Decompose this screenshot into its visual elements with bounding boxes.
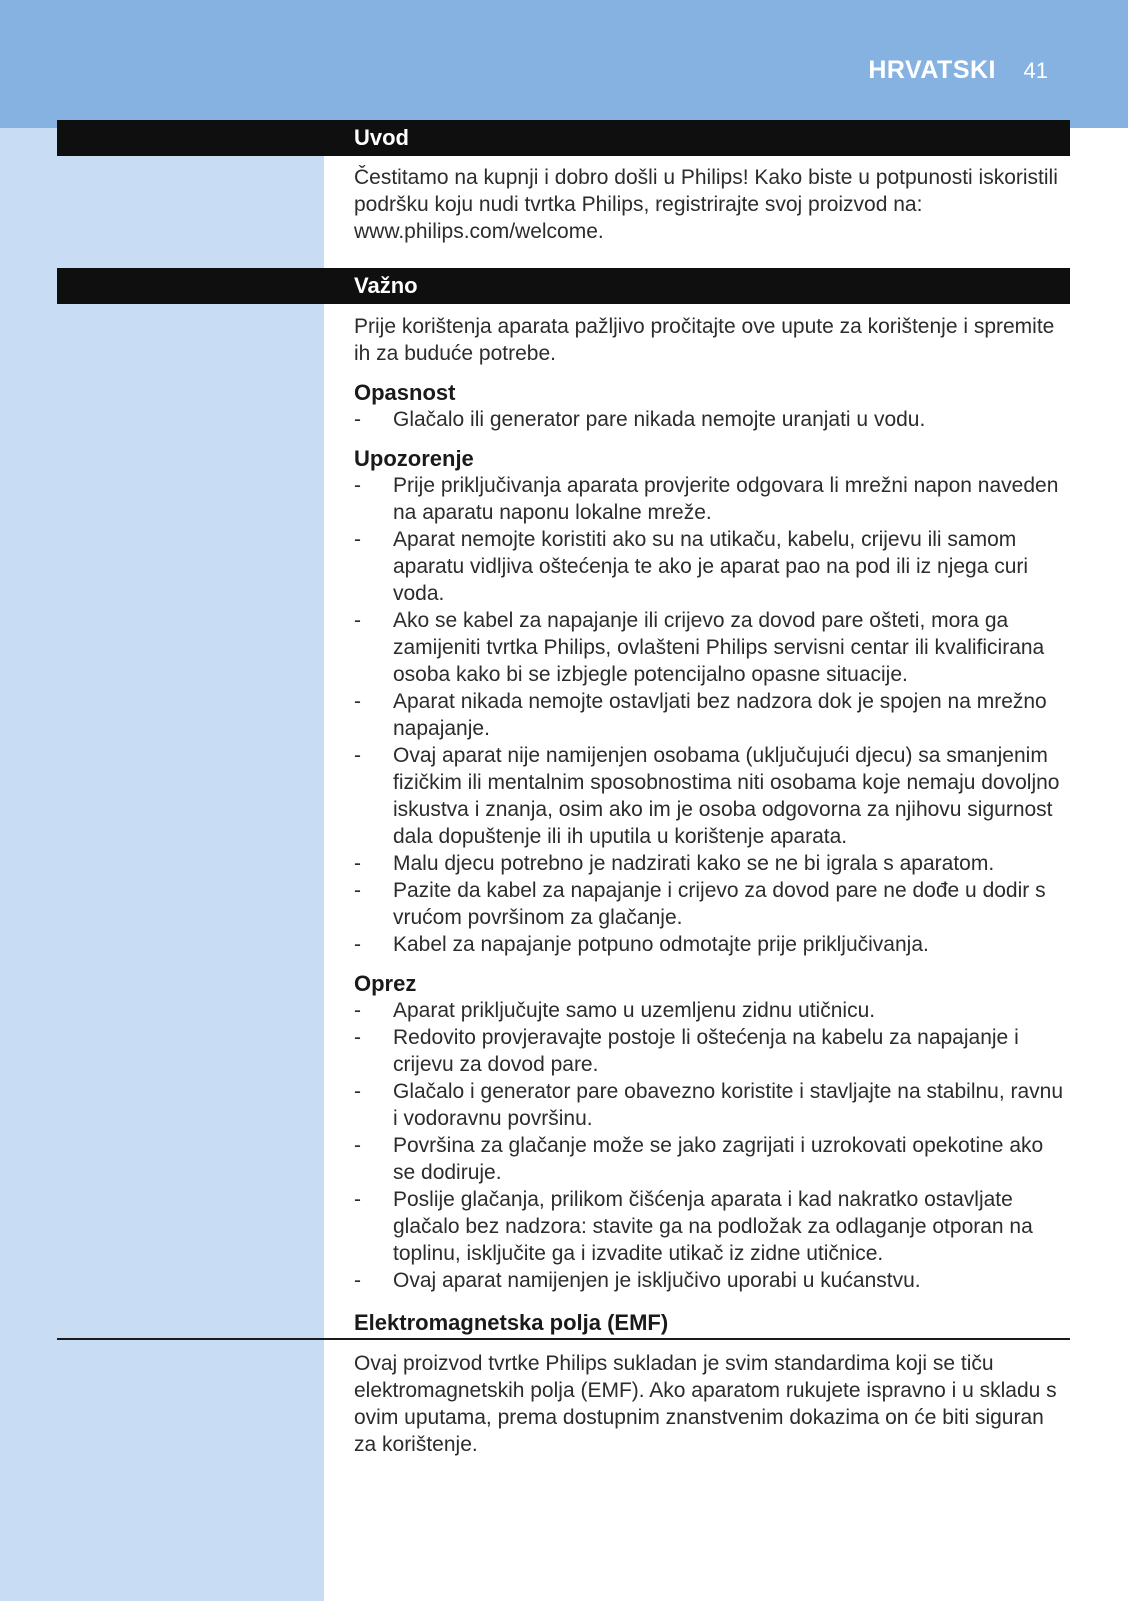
list-item: - Ovaj aparat namijenjen je isključivo uporabi u kućanstvu. <box>354 1267 1070 1294</box>
emf-rule <box>57 1338 1070 1340</box>
list-item: - Aparat priključujte samo u uzemljenu zidnu utičnicu. <box>354 997 1070 1024</box>
oprez-list <box>354 997 1070 1294</box>
list-item: - Glačalo i generator pare obavezno koristite i stavljajte na stabilnu, ravnu i vodoravnu površinu. <box>354 1078 1070 1132</box>
section-title-vazno: Važno <box>354 273 418 298</box>
list-item: - Pazite da kabel za napajanje i crijevo za dovod pare ne dođe u dodir s vrućom površinom za glačanje. <box>354 877 1070 931</box>
emf-body <box>354 1350 1070 1458</box>
list-item: - Malu djecu potrebno je nadzirati kako se ne bi igrala s aparatom. <box>354 850 1070 877</box>
list-item: - Aparat nemojte koristiti ako su na utikaču, kabelu, crijevu ili samom aparatu vidljiva oštećenja te ako je aparat pao na pod ili iz njega curi voda. <box>354 526 1070 607</box>
list-item: - Redovito provjeravajte postoje li oštećenja na kabelu za napajanje i crijevu za dovod pare. <box>354 1024 1070 1078</box>
list-item: - Kabel za napajanje potpuno odmotajte prije priključivanja. <box>354 931 1070 958</box>
list-item: - Površina za glačanje može se jako zagrijati i uzrokovati opekotine ako se dodiruje. <box>354 1132 1070 1186</box>
emf-heading: Elektromagnetska polja (EMF) <box>354 1310 669 1335</box>
list-item: - Aparat nikada nemojte ostavljati bez nadzora dok je spojen na mrežno napajanje. <box>354 688 1070 742</box>
right-margin <box>1070 128 1128 1601</box>
list-item: - Ako se kabel za napajanje ili crijevo za dovod pare ošteti, mora ga zamijeniti tvrtka Philips, ovlašteni Philips servisni centar ili kvalificirana osoba kako bi se izbjegle potencijalno opasne situacije. <box>354 607 1070 688</box>
list-item: - Prije priključivanja aparata provjerite odgovara li mrežni napon naveden na aparatu naponu lokalne mreže. <box>354 472 1070 526</box>
upozorenje-heading: Upozorenje <box>354 446 474 471</box>
uvod-body <box>354 164 1070 245</box>
list-item: - Ovaj aparat nije namijenjen osobama (uključujući djecu) sa smanjenim fizičkim ili mentalnim sposobnostima niti osobama koje nemaju dovoljno iskustva i znanja, osim ako im je osoba odgovorna za njihovu sigurnost dala dopuštenje ili ih uputila u korištenje aparata. <box>354 742 1070 850</box>
list-item: - Poslije glačanja, prilikom čišćenja aparata i kad nakratko ostavljate glačalo bez nadzora: stavite ga na podložak za odlaganje otporan na toplinu, isključite ga i izvadite utikač iz zidne utičnice. <box>354 1186 1070 1267</box>
opasnost-list <box>354 406 1070 433</box>
page-number: 41 <box>1023 58 1048 83</box>
vazno-body <box>354 313 1070 1294</box>
list-item: - Glačalo ili generator pare nikada nemojte uranjati u vodu. <box>354 406 1070 433</box>
vazno-intro: Prije korištenja aparata pažljivo pročitajte ove upute za korištenje i spremite ih za buduće potrebe. <box>354 315 1055 365</box>
upozorenje-list <box>354 472 1070 958</box>
opasnost-heading: Opasnost <box>354 380 456 405</box>
oprez-heading: Oprez <box>354 971 417 996</box>
section-bar-uvod <box>57 120 1070 156</box>
uvod-paragraph: Čestitamo na kupnji i dobro došli u Philips! Kako biste u potpunosti iskoristili podršku koju nudi tvrtka Philips, registrirajte svoj proizvod na: www.philips.com/welcome. <box>354 166 1058 243</box>
emf-heading-wrap <box>354 1309 1070 1336</box>
left-margin-band <box>0 128 324 1601</box>
language-label: HRVATSKI <box>868 56 996 84</box>
section-title-uvod: Uvod <box>354 125 409 150</box>
emf-paragraph: Ovaj proizvod tvrtke Philips sukladan je svim standardima koji se tiču elektromagnetskih polja (EMF). Ako aparatom rukujete ispravno i u skladu s ovim uputama, prema dostupnim znanstvenim dokazima on će biti siguran za korištenje. <box>354 1352 1057 1456</box>
section-bar-vazno <box>57 268 1070 304</box>
